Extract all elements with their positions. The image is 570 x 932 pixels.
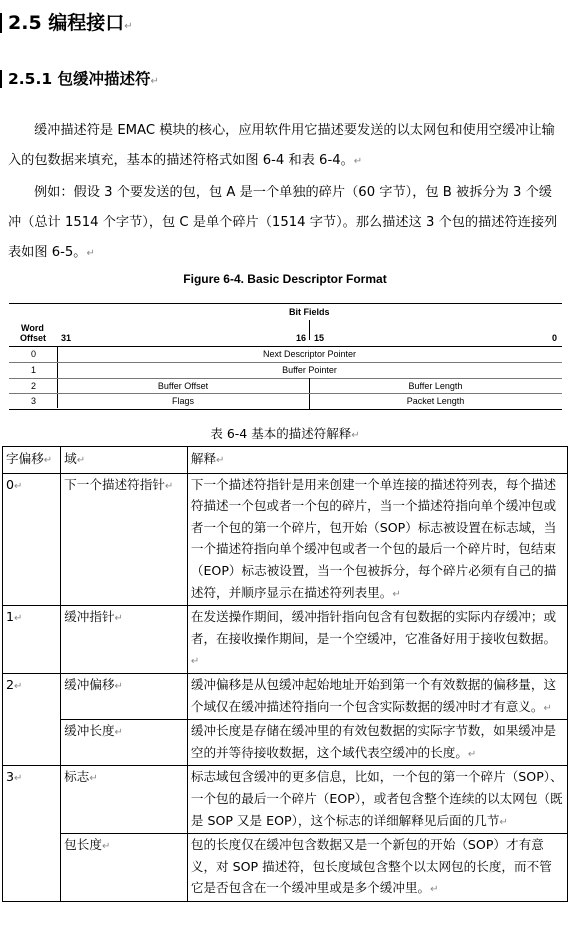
cell-explanation: 缓冲偏移是从包缓冲起始地址开始到第一个有效数据的偏移量，这个域仅在缓冲描述符指向一个包含实际数据的缓冲时才有意义。↵ [187,673,567,719]
cell-offset: 3↵ [3,766,61,902]
descriptor-format-figure [9,303,562,411]
cell-field: 缓冲偏移↵ [61,673,188,719]
section-heading [0,10,570,40]
cell-explanation: 缓冲长度是存储在缓冲里的有效包数据的实际字节数，如果缓冲是空的并等待接收数据，这个域代表空缓冲的长度。↵ [187,720,567,766]
paragraph-mark-icon: ↵ [353,156,363,167]
word-offset-3: 3 [31,396,37,406]
cell-offset: 1↵ [3,606,61,674]
word-offset-label-2: Offset [20,333,47,343]
bit-15-label: 15 [314,333,325,343]
header-offset: 字偏移↵ [3,447,61,474]
word-offset-label-1: Word [21,323,44,333]
cell-offset: 0↵ [3,473,61,606]
section-heading-text: 2.5 编程接口 [8,12,125,34]
word-offset-1: 1 [31,365,37,375]
descriptor-table [2,446,568,902]
cell-field: 缓冲指针↵ [61,606,188,674]
cell-field: 下一个描述符指针↵ [61,473,188,606]
header-explanation: 解释↵ [187,447,567,474]
cell-explanation: 在发送操作期间，缓冲指针指向包含有包数据的实际内存缓冲；或者，在接收操作期间，是一个空缓冲，它准备好用于接收包数据。↵ [187,606,567,674]
word-offset-0: 0 [31,349,37,359]
table-row [3,606,568,674]
subsection-heading-text: 2.5.1 包缓冲描述符 [8,70,151,88]
table-caption: 表 6-4 基本的描述符解释↵ [210,426,360,441]
paragraph-mark-icon: ↵ [351,430,360,441]
word-offset-2: 2 [31,381,37,391]
bit-0-label: 0 [552,333,558,343]
cell-explanation: 下一个描述符指针是用来创建一个单连接的描述符列表，每个描述符描述一个包或者一个包的碎片，当一个描述符指向单个缓冲包或者一个包的第一个碎片，包开始（SOP）标志被设置在标志域，当一个描述符指向单个缓冲包或者一个包的最后一个碎片时，包结束（EOP）标志被设置，当一个包被拆分，每个碎片必须有自己的描述符，并顺序显示在描述符列表里。↵ [187,473,567,606]
bit-31-label: 31 [61,333,72,343]
cell-field: 标志↵ [61,766,188,834]
bit-16-label: 16 [296,333,307,343]
table-row [3,673,568,719]
cell-explanation: 标志域包含缓冲的更多信息，比如，一个包的第一个碎片（SOP）、一个包的最后一个碎片（EOP），或者包含整个连续的以太网包（既是 SOP 又是 EOP），这个标志的详细解释见后面的几节↵ [187,766,567,834]
buffer-offset-field: Buffer Offset [157,381,209,391]
packet-length-field: Packet Length [406,396,465,406]
subsection-heading [0,68,570,93]
table-row [3,720,568,766]
cell-explanation: 包的长度仅在缓冲包含数据又是一个新包的开始（SOP）才有意义，对 SOP 描述符，包长度域包含整个以太网包的长度，而不管它是否包含在一个缓冲里或是多个缓冲里。↵ [187,834,567,902]
header-field: 域↵ [61,447,188,474]
table-row [3,766,568,834]
paragraph-intro: 缓冲描述符是 EMAC 模块的核心，应用软件用它描述要发送的以太网包和使用空缓冲让输入的包数据来填充，基本的描述符格式如图 6-4 和表 6-4。↵ [8,123,555,168]
buffer-length-field: Buffer Length [408,381,463,391]
flags-field: Flags [171,396,194,406]
cell-offset: 2↵ [3,673,61,765]
cell-field: 缓冲长度↵ [61,720,188,766]
bit-fields-label: Bit Fields [289,307,330,317]
paragraph-mark-icon: ↵ [124,21,133,32]
table-header-row [3,447,568,474]
next-descriptor-pointer-field: Next Descriptor Pointer [262,349,357,359]
figure-title: Figure 6-4. Basic Descriptor Format [183,272,387,286]
paragraph-mark-icon: ↵ [150,76,159,87]
buffer-pointer-field: Buffer Pointer [282,365,337,375]
paragraph-example: 例如：假设 3 个要发送的包，包 A 是一个单独的碎片（60 字节），包 B 被拆分为 3 个缓冲（总计 1514 个字节），包 C 是单个碎片（1514 字节）。那么描述这 3 个包的描述符连接列表如图 6-5。↵ [8,185,558,260]
cell-field: 包长度↵ [61,834,188,902]
paragraph-mark-icon: ↵ [86,248,95,259]
table-row [3,834,568,902]
table-row [3,473,568,606]
